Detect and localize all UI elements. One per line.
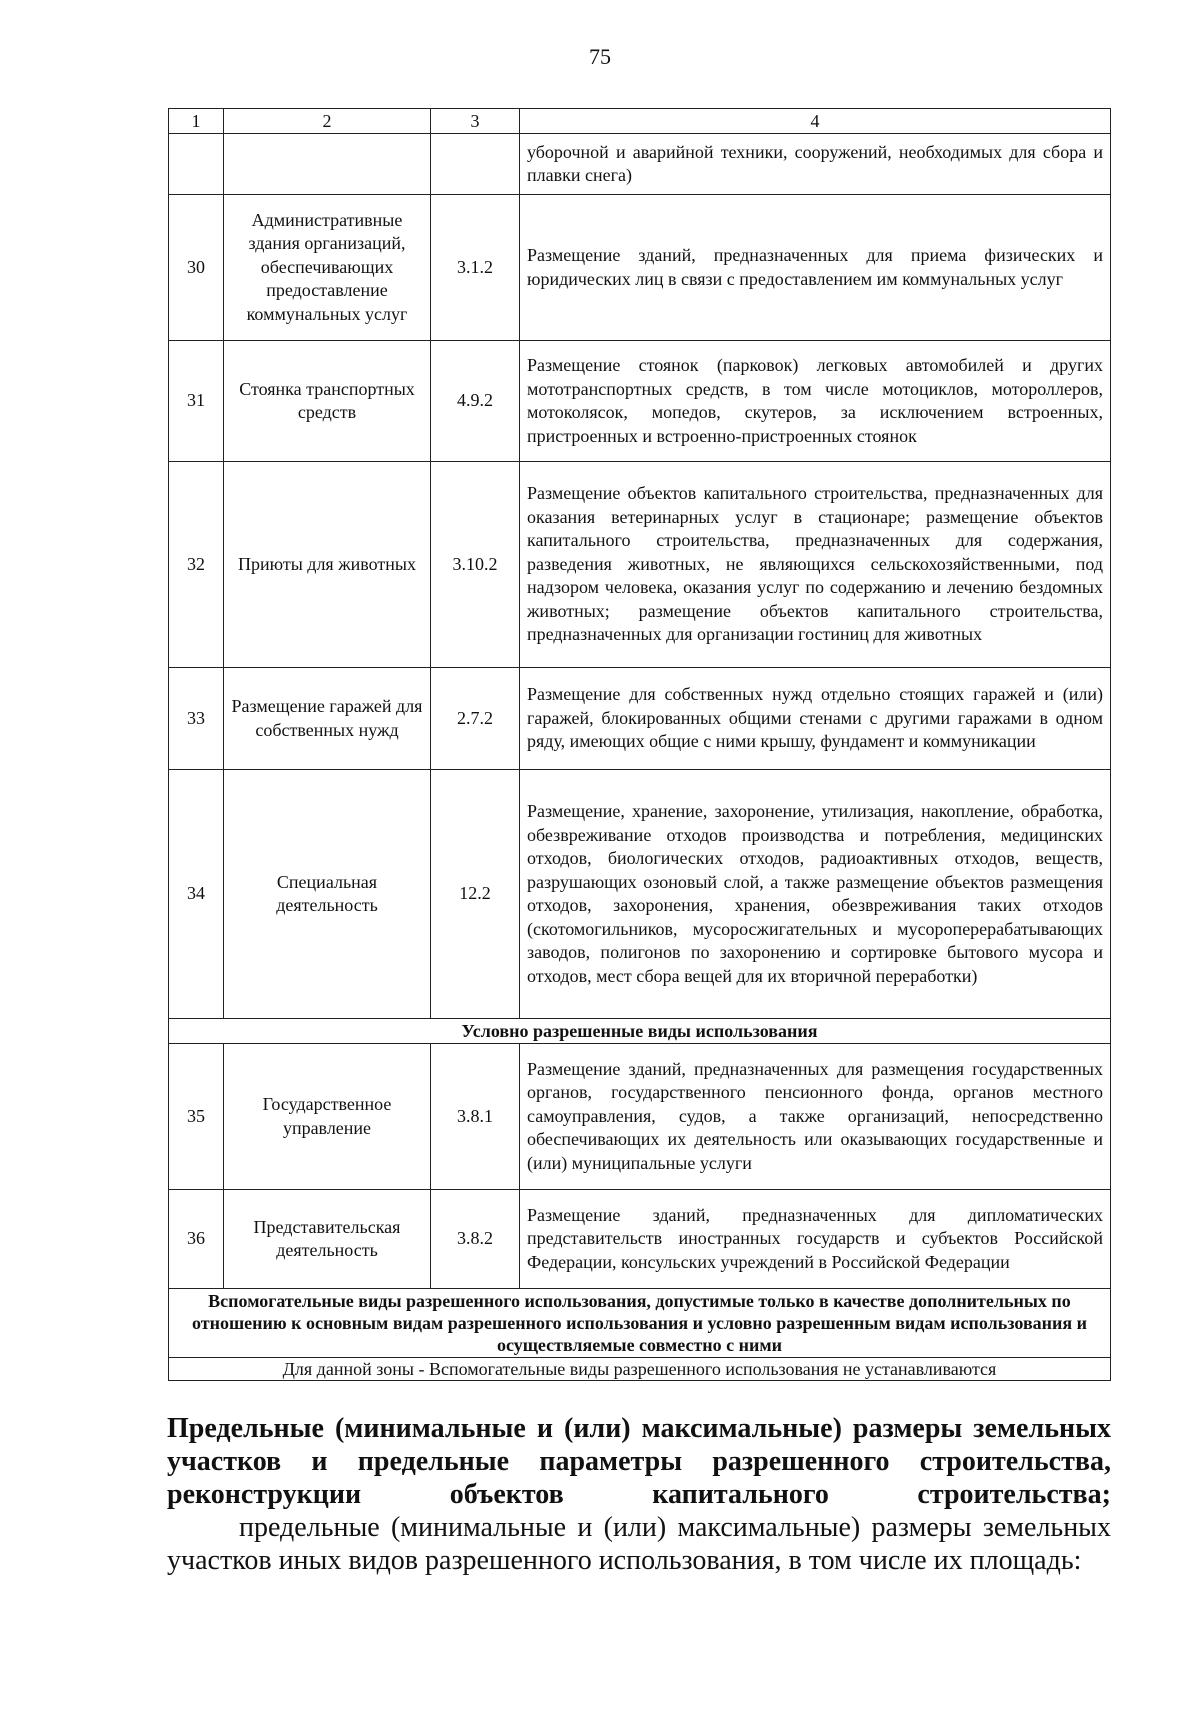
section-heading: Предельные (минимальные и (или) максимальные) размеры земельных участков и предельные параметры разрешенного строительства, реконструкции объектов капитального строительства; — [167, 1413, 1111, 1510]
use-name: Специальная деятельность — [224, 770, 431, 1019]
section-title-conditional: Условно разрешенные виды использования — [169, 1019, 1111, 1044]
table-row — [169, 668, 1111, 770]
row-number: 36 — [169, 1190, 224, 1289]
auxiliary-note: Для данной зоны - Вспомогательные виды разрешенного использования не устанавливаются — [169, 1358, 1111, 1381]
header-cell: 4 — [520, 109, 1111, 134]
use-code: 3.8.1 — [431, 1044, 520, 1190]
use-name: Государственное управление — [224, 1044, 431, 1190]
table-row — [169, 195, 1111, 341]
use-code: 4.9.2 — [431, 341, 520, 462]
section-row — [169, 1019, 1111, 1044]
use-name: Размещение гаражей для собственных нужд — [224, 668, 431, 770]
header-cell: 2 — [224, 109, 431, 134]
use-code: 2.7.2 — [431, 668, 520, 770]
use-code: 3.8.2 — [431, 1190, 520, 1289]
use-description: Размещение зданий, предназначенных для размещения государственных органов, государственного пенсионного фонда, органов местного самоуправления, судов, а также организаций, непосредственно обеспечивающих их деятельность или оказывающих государственные и (или) муниципальные услуги — [520, 1044, 1111, 1190]
use-name: Представительская деятельность — [224, 1190, 431, 1289]
table-row — [169, 134, 1111, 195]
use-description: Размещение объектов капитального строительства, предназначенных для оказания ветеринарных услуг в стационаре; размещение объектов капитального строительства, предназначенных для содержания, разведения животных, не являющихся сельскохозяйственными, под надзором человека, оказания услуг по содержанию и лечению бездомных животных; размещение объектов капитального строительства, предназначенных для организации гостиниц для животных — [520, 462, 1111, 668]
row-number: 35 — [169, 1044, 224, 1190]
use-code: 3.10.2 — [431, 462, 520, 668]
use-description: Размещение зданий, предназначенных для дипломатических представительств иностранных государств и субъектов Российской Федерации, консульских учреждений в Российской Федерации — [520, 1190, 1111, 1289]
header-cell: 3 — [431, 109, 520, 134]
land-use-table — [168, 108, 1111, 1381]
table-row — [169, 341, 1111, 462]
use-name: Стоянка транспортных средств — [224, 341, 431, 462]
table-row — [169, 1190, 1111, 1289]
header-cell: 1 — [169, 109, 224, 134]
page-number: 75 — [589, 44, 611, 69]
row-number: 32 — [169, 462, 224, 668]
table-row — [169, 1358, 1111, 1381]
body-paragraph: предельные (минимальные и (или) максимальные) размеры земельных участков иных видов разрешенного использования, в том числе их площадь: — [167, 1512, 1111, 1576]
section-row — [169, 1289, 1111, 1358]
table-row — [169, 770, 1111, 1019]
use-description: Размещение, хранение, захоронение, утилизация, накопление, обработка, обезвреживание отходов производства и потребления, медицинских отходов, биологических отходов, радиоактивных отходов, веществ, разрушающих озоновый слой, а также размещение объектов размещения отходов, захоронения, хранения, обезвреживания таких отходов (скотомогильников, мусоросжигательных и мусороперерабатывающих заводов, полигонов по захоронению и сортировке бытового мусора и отходов, мест сбора вещей для их вторичной переработки) — [520, 770, 1111, 1019]
use-code: 12.2 — [431, 770, 520, 1019]
row-number: 31 — [169, 341, 224, 462]
table-header-row — [169, 109, 1111, 134]
section-title-auxiliary: Вспомогательные виды разрешенного использования, допустимые только в качестве дополнительных по отношению к основным видам разрешенного использования и условно разрешенным видам использования и осуществляемые совместно с ними — [169, 1289, 1111, 1358]
limits-section — [167, 1412, 1111, 1577]
row-number: 30 — [169, 195, 224, 341]
use-description: Размещение для собственных нужд отдельно стоящих гаражей и (или) гаражей, блокированных общими стенами с другими гаражами в одном ряду, имеющих общие с ними крышу, фундамент и коммуникации — [520, 668, 1111, 770]
table-row — [169, 462, 1111, 668]
use-description: Размещение стоянок (парковок) легковых автомобилей и других мототранспортных средств, в том числе мотоциклов, мотороллеров, мотоколясок, мопедов, скутеров, за исключением встроенных, пристроенных и встроенно-пристроенных стоянок — [520, 341, 1111, 462]
row-number: 34 — [169, 770, 224, 1019]
table-row — [169, 1044, 1111, 1190]
use-name: Приюты для животных — [224, 462, 431, 668]
use-description: Размещение зданий, предназначенных для приема физических и юридических лиц в связи с предоставлением им коммунальных услуг — [520, 195, 1111, 341]
use-code: 3.1.2 — [431, 195, 520, 341]
use-name: Административные здания организаций, обеспечивающих предоставление коммунальных услуг — [224, 195, 431, 341]
continuation-text: уборочной и аварийной техники, сооружений, необходимых для сбора и плавки снега) — [520, 134, 1111, 195]
row-number: 33 — [169, 668, 224, 770]
